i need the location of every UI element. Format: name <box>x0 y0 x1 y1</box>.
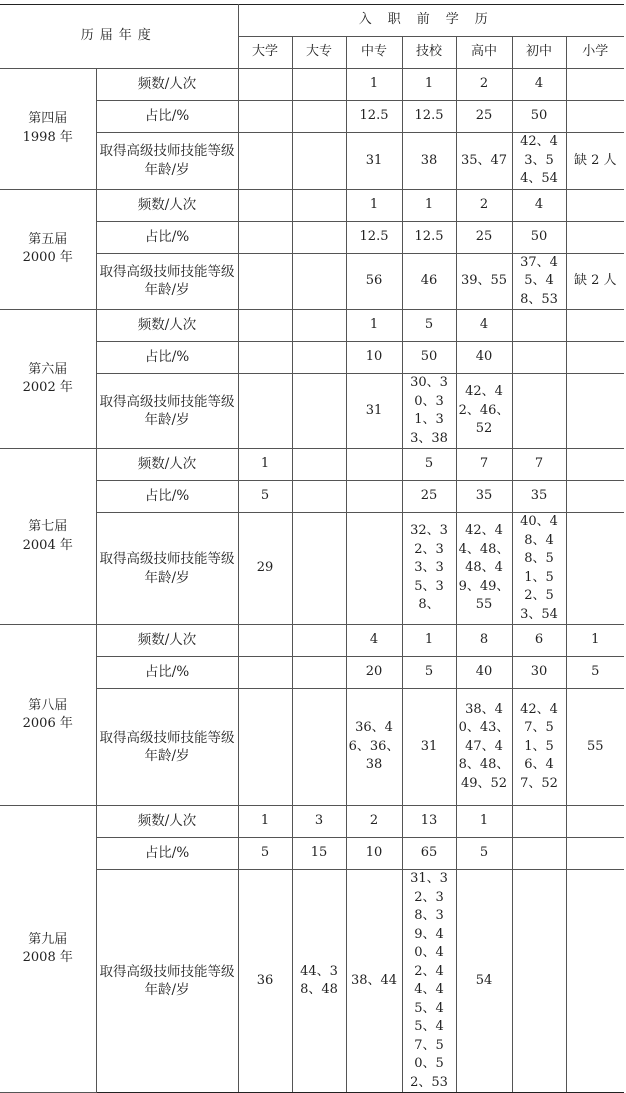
age-value-cell <box>512 374 566 449</box>
percentage-label: 占比/% <box>96 481 238 513</box>
age-value-cell <box>566 870 624 1093</box>
frequency-value-cell: 3 <box>292 806 346 838</box>
age-label: 取得高级技师技能等级年龄/岁 <box>96 253 238 310</box>
frequency-value-cell <box>292 449 346 481</box>
percentage-value-cell: 5 <box>238 481 292 513</box>
frequency-value-cell: 1 <box>402 69 456 101</box>
session-name: 第七届 <box>28 519 68 534</box>
percentage-value-cell: 35 <box>512 481 566 513</box>
age-value-cell: 55 <box>566 689 624 806</box>
percentage-value-cell: 12.5 <box>402 221 456 253</box>
level-header: 技校 <box>402 37 456 69</box>
header-row-top <box>0 5 624 37</box>
table-row <box>0 625 624 657</box>
age-value-cell: 44、38、48 <box>292 870 346 1093</box>
frequency-value-cell <box>566 806 624 838</box>
frequency-value-cell: 1 <box>238 449 292 481</box>
percentage-value-cell: 5 <box>402 657 456 689</box>
frequency-value-cell: 7 <box>456 449 512 481</box>
session-year: 2002 年 <box>22 380 73 395</box>
frequency-value-cell: 4 <box>346 625 402 657</box>
percentage-value-cell <box>292 481 346 513</box>
period-header: 历届年度 <box>0 5 238 69</box>
session-label-cell <box>0 310 96 449</box>
session-name: 第六届 <box>28 361 68 377</box>
age-value-cell: 31 <box>346 374 402 449</box>
session-label-cell <box>0 69 96 190</box>
percentage-value-cell <box>238 657 292 689</box>
percentage-value-cell <box>566 342 624 374</box>
age-value-cell <box>566 513 624 625</box>
percentage-label: 占比/% <box>96 838 238 870</box>
percentage-value-cell: 20 <box>346 657 402 689</box>
percentage-value-cell <box>566 838 624 870</box>
percentage-value-cell <box>566 101 624 133</box>
frequency-value-cell: 6 <box>512 625 566 657</box>
age-value-cell <box>238 689 292 806</box>
table-row <box>0 449 624 481</box>
percentage-value-cell: 40 <box>456 342 512 374</box>
frequency-value-cell <box>238 189 292 221</box>
table-body <box>0 69 624 1093</box>
table-row <box>0 69 624 101</box>
percentage-value-cell: 30 <box>512 657 566 689</box>
age-value-cell: 38、44 <box>346 870 402 1093</box>
age-value-cell <box>238 133 292 190</box>
age-label: 取得高级技师技能等级年龄/岁 <box>96 870 238 1093</box>
frequency-value-cell: 4 <box>456 310 512 342</box>
frequency-value-cell: 4 <box>512 189 566 221</box>
age-value-cell: 32、32、33、35、38、 <box>402 513 456 625</box>
table-row <box>0 310 624 342</box>
level-header: 大专 <box>292 37 346 69</box>
education-table-container <box>0 4 624 1093</box>
frequency-value-cell: 1 <box>346 310 402 342</box>
frequency-label: 频数/人次 <box>96 449 238 481</box>
age-label: 取得高级技师技能等级年龄/岁 <box>96 133 238 190</box>
percentage-value-cell: 10 <box>346 838 402 870</box>
age-value-cell: 42、47、51、56、47、52 <box>512 689 566 806</box>
age-value-cell: 37、45、48、53 <box>512 253 566 310</box>
frequency-value-cell <box>512 310 566 342</box>
age-value-cell <box>292 253 346 310</box>
frequency-value-cell: 2 <box>346 806 402 838</box>
age-value-cell: 30、30、31、33、38 <box>402 374 456 449</box>
session-label-cell <box>0 625 96 806</box>
percentage-value-cell <box>238 101 292 133</box>
percentage-label: 占比/% <box>96 221 238 253</box>
percentage-value-cell: 12.5 <box>346 101 402 133</box>
frequency-value-cell: 4 <box>512 69 566 101</box>
frequency-value-cell: 1 <box>456 806 512 838</box>
frequency-value-cell <box>238 625 292 657</box>
percentage-value-cell: 40 <box>456 657 512 689</box>
session-label-cell <box>0 806 96 1093</box>
session-name: 第八届 <box>28 697 68 713</box>
age-value-cell: 38 <box>402 133 456 190</box>
frequency-value-cell: 5 <box>402 449 456 481</box>
age-value-cell: 36 <box>238 870 292 1093</box>
age-value-cell <box>292 374 346 449</box>
age-label: 取得高级技师技能等级年龄/岁 <box>96 689 238 806</box>
percentage-value-cell <box>346 481 402 513</box>
session-name: 第五届 <box>28 231 68 247</box>
percentage-value-cell <box>292 657 346 689</box>
age-value-cell <box>238 374 292 449</box>
frequency-label: 频数/人次 <box>96 310 238 342</box>
level-header: 中专 <box>346 37 402 69</box>
age-value-cell: 31 <box>402 689 456 806</box>
session-year: 2000 年 <box>22 250 73 266</box>
table-row <box>0 189 624 221</box>
percentage-value-cell: 5 <box>456 838 512 870</box>
age-value-cell: 42、42、46、52 <box>456 374 512 449</box>
frequency-value-cell: 1 <box>566 625 624 657</box>
percentage-value-cell <box>238 221 292 253</box>
frequency-label: 频数/人次 <box>96 625 238 657</box>
percentage-value-cell <box>512 342 566 374</box>
frequency-value-cell: 1 <box>346 189 402 221</box>
age-value-cell <box>512 870 566 1093</box>
frequency-value-cell <box>566 449 624 481</box>
percentage-value-cell <box>238 342 292 374</box>
percentage-value-cell: 25 <box>456 101 512 133</box>
age-value-cell: 40、48、48、51、52、53、54 <box>512 513 566 625</box>
frequency-value-cell <box>566 69 624 101</box>
age-value-cell: 54 <box>456 870 512 1093</box>
age-value-cell <box>346 513 402 625</box>
age-value-cell <box>566 374 624 449</box>
frequency-value-cell: 1 <box>346 69 402 101</box>
percentage-value-cell: 50 <box>512 221 566 253</box>
frequency-label: 频数/人次 <box>96 69 238 101</box>
percentage-value-cell <box>292 342 346 374</box>
age-value-cell: 38、40、43、47、48、48、49、52 <box>456 689 512 806</box>
level-header: 高中 <box>456 37 512 69</box>
percentage-label: 占比/% <box>96 342 238 374</box>
percentage-value-cell: 25 <box>402 481 456 513</box>
frequency-value-cell: 5 <box>402 310 456 342</box>
age-value-cell <box>292 513 346 625</box>
percentage-value-cell: 5 <box>566 657 624 689</box>
percentage-value-cell: 10 <box>346 342 402 374</box>
age-value-cell: 31、32、38、39、40、42、44、45、45、47、50、52、53 <box>402 870 456 1093</box>
age-value-cell: 缺 2 人 <box>566 253 624 310</box>
age-value-cell: 39、55 <box>456 253 512 310</box>
session-year: 2004 年 <box>22 537 73 553</box>
frequency-value-cell <box>292 625 346 657</box>
frequency-label: 频数/人次 <box>96 806 238 838</box>
education-statistics-table <box>0 4 624 1093</box>
level-header: 大学 <box>238 37 292 69</box>
percentage-value-cell: 25 <box>456 221 512 253</box>
frequency-value-cell: 1 <box>238 806 292 838</box>
age-value-cell: 31 <box>346 133 402 190</box>
age-value-cell <box>292 133 346 190</box>
frequency-value-cell: 2 <box>456 69 512 101</box>
frequency-value-cell: 1 <box>402 189 456 221</box>
percentage-value-cell: 35 <box>456 481 512 513</box>
frequency-value-cell: 2 <box>456 189 512 221</box>
percentage-value-cell <box>512 838 566 870</box>
frequency-value-cell <box>566 189 624 221</box>
frequency-value-cell <box>512 806 566 838</box>
percentage-value-cell <box>292 221 346 253</box>
frequency-value-cell <box>292 69 346 101</box>
age-value-cell: 42、44、48、48、49、49、55 <box>456 513 512 625</box>
frequency-value-cell: 1 <box>402 625 456 657</box>
percentage-value-cell: 5 <box>238 838 292 870</box>
session-name: 第九届 <box>28 931 68 947</box>
session-name: 第四届 <box>28 111 68 127</box>
level-header: 初中 <box>512 37 566 69</box>
session-label-cell <box>0 189 96 310</box>
frequency-value-cell <box>566 310 624 342</box>
percentage-value-cell <box>566 481 624 513</box>
percentage-value-cell: 50 <box>402 342 456 374</box>
education-group-header: 入职前学历 <box>238 5 624 37</box>
age-value-cell: 35、47 <box>456 133 512 190</box>
percentage-value-cell: 65 <box>402 838 456 870</box>
age-label: 取得高级技师技能等级年龄/岁 <box>96 374 238 449</box>
table-row <box>0 806 624 838</box>
session-year: 2006 年 <box>22 716 73 731</box>
percentage-value-cell: 50 <box>512 101 566 133</box>
frequency-value-cell <box>292 310 346 342</box>
frequency-label: 频数/人次 <box>96 189 238 221</box>
percentage-label: 占比/% <box>96 657 238 689</box>
frequency-value-cell: 8 <box>456 625 512 657</box>
percentage-label: 占比/% <box>96 101 238 133</box>
frequency-value-cell: 7 <box>512 449 566 481</box>
percentage-value-cell <box>292 101 346 133</box>
session-label-cell <box>0 449 96 625</box>
session-year: 1998 年 <box>22 129 73 145</box>
session-year: 2008 年 <box>22 950 73 965</box>
percentage-value-cell: 12.5 <box>402 101 456 133</box>
frequency-value-cell <box>292 189 346 221</box>
frequency-value-cell <box>238 310 292 342</box>
age-value-cell: 缺 2 人 <box>566 133 624 190</box>
frequency-value-cell <box>238 69 292 101</box>
percentage-value-cell: 15 <box>292 838 346 870</box>
percentage-value-cell <box>566 221 624 253</box>
frequency-value-cell <box>346 449 402 481</box>
age-value-cell: 56 <box>346 253 402 310</box>
age-value-cell <box>238 253 292 310</box>
age-label: 取得高级技师技能等级年龄/岁 <box>96 513 238 625</box>
percentage-value-cell: 12.5 <box>346 221 402 253</box>
level-header: 小学 <box>566 37 624 69</box>
age-value-cell <box>292 689 346 806</box>
age-value-cell: 46 <box>402 253 456 310</box>
frequency-value-cell: 13 <box>402 806 456 838</box>
age-value-cell: 42、43、54、54 <box>512 133 566 190</box>
age-value-cell: 36、46、36、38 <box>346 689 402 806</box>
age-value-cell: 29 <box>238 513 292 625</box>
